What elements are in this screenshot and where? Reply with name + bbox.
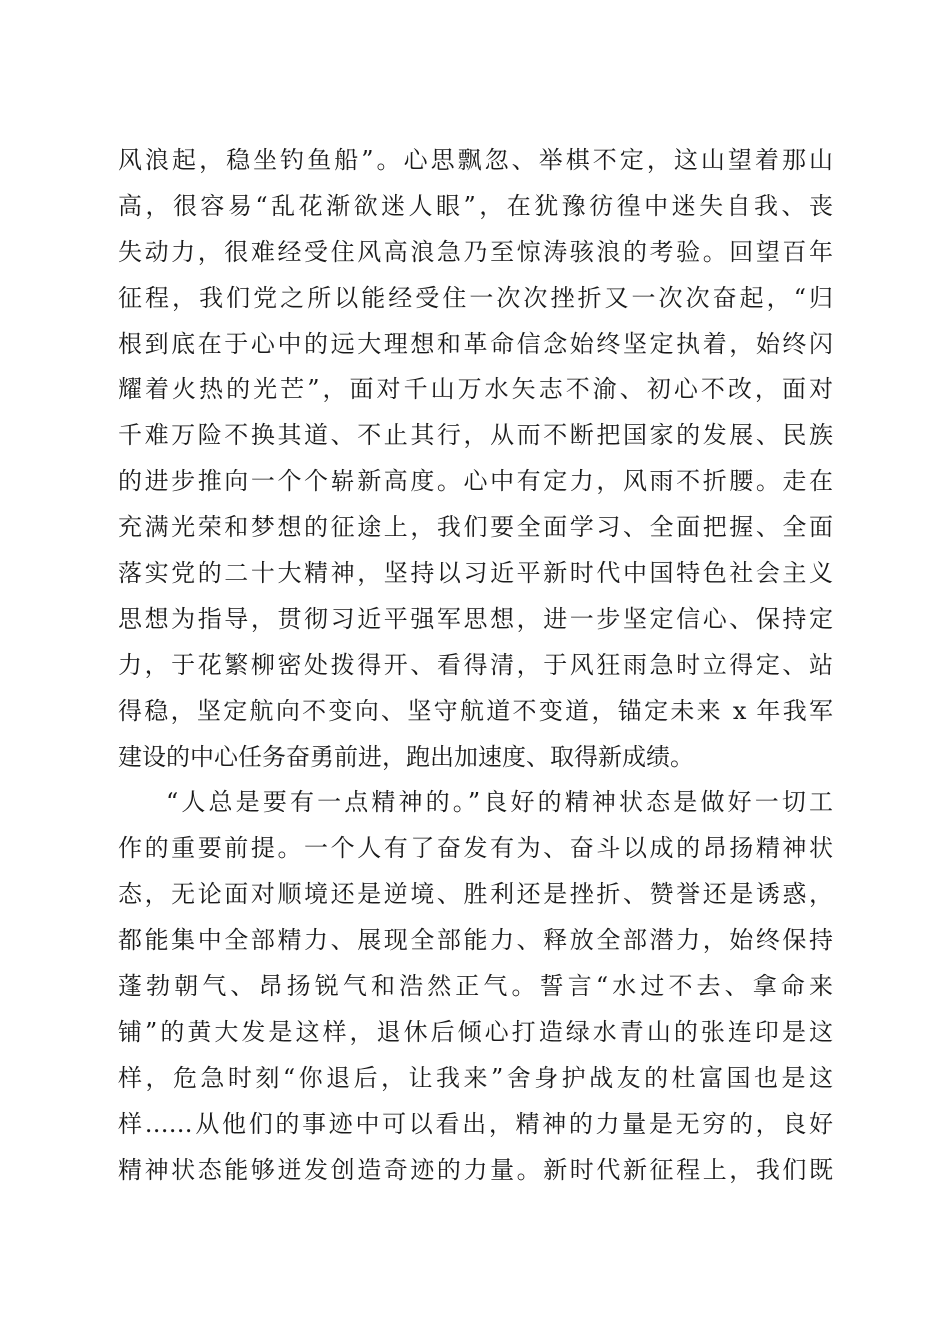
paragraph-line: 都能集中全部精力、展现全部能力、释放全部潜力，始终保持 — [118, 926, 833, 955]
paragraph-1 — [118, 138, 833, 780]
paragraph-line: 样……从他们的事迹中可以看出，精神的力量是无穷的，良好 — [118, 1109, 833, 1138]
paragraph-line: 样，危急时刻“你退后，让我来”舍身护战友的杜富国也是这 — [118, 1063, 833, 1092]
paragraph-line: 思想为指导，贯彻习近平强军思想，进一步坚定信心、保持定 — [118, 604, 833, 633]
paragraph-line: 蓬勃朝气、昂扬锐气和浩然正气。誓言“水过不去、拿命来 — [118, 972, 833, 1001]
body-text — [118, 138, 833, 1193]
paragraph-line: 充满光荣和梦想的征途上，我们要全面学习、全面把握、全面 — [118, 513, 833, 542]
paragraph-line: 力，于花繁柳密处拨得开、看得清，于风狂雨急时立得定、站 — [118, 650, 833, 679]
paragraph-line: 根到底在于心中的远大理想和革命信念始终坚定执着，始终闪 — [118, 329, 833, 358]
paragraph-line: 高，很容易“乱花渐欲迷人眼”，在犹豫彷徨中迷失自我、丧 — [118, 191, 833, 220]
paragraph-line: 耀着火热的光芒”，面对千山万水矢志不渝、初心不改，面对 — [118, 375, 833, 404]
paragraph-line: 作的重要前提。一个人有了奋发有为、奋斗以成的昂扬精神状 — [118, 834, 833, 863]
paragraph-line: 的进步推向一个个崭新高度。心中有定力，风雨不折腰。走在 — [118, 467, 833, 496]
paragraph-2 — [118, 780, 833, 1193]
paragraph-line: 建设的中心任务奋勇前进，跑出加速度、取得新成绩。 — [118, 742, 694, 771]
paragraph-line: 风浪起，稳坐钓鱼船”。心思飘忽、举棋不定，这山望着那山 — [118, 146, 833, 174]
paragraph-line: 得稳，坚定航向不变向、坚守航道不变道，锚定未来 x 年我军 — [118, 696, 833, 725]
paragraph-line: 铺”的黄大发是这样，退休后倾心打造绿水青山的张连印是这 — [118, 1017, 833, 1046]
paragraph-line: 千难万险不换其道、不止其行，从而不断把国家的发展、民族 — [118, 421, 833, 450]
paragraph-line: 态，无论面对顺境还是逆境、胜利还是挫折、赞誉还是诱惑， — [118, 880, 833, 909]
paragraph-line: 落实党的二十大精神，坚持以习近平新时代中国特色社会主义 — [118, 559, 833, 588]
paragraph-line: 征程，我们党之所以能经受住一次次挫折又一次次奋起，“归 — [118, 283, 833, 312]
paragraph-line: 失动力，很难经受住风高浪急乃至惊涛骇浪的考验。回望百年 — [118, 237, 833, 266]
paragraph-line: 精神状态能够迸发创造奇迹的力量。新时代新征程上，我们既 — [118, 1155, 833, 1184]
paragraph-line: “人总是要有一点精神的。”良好的精神状态是做好一切工 — [166, 788, 833, 817]
